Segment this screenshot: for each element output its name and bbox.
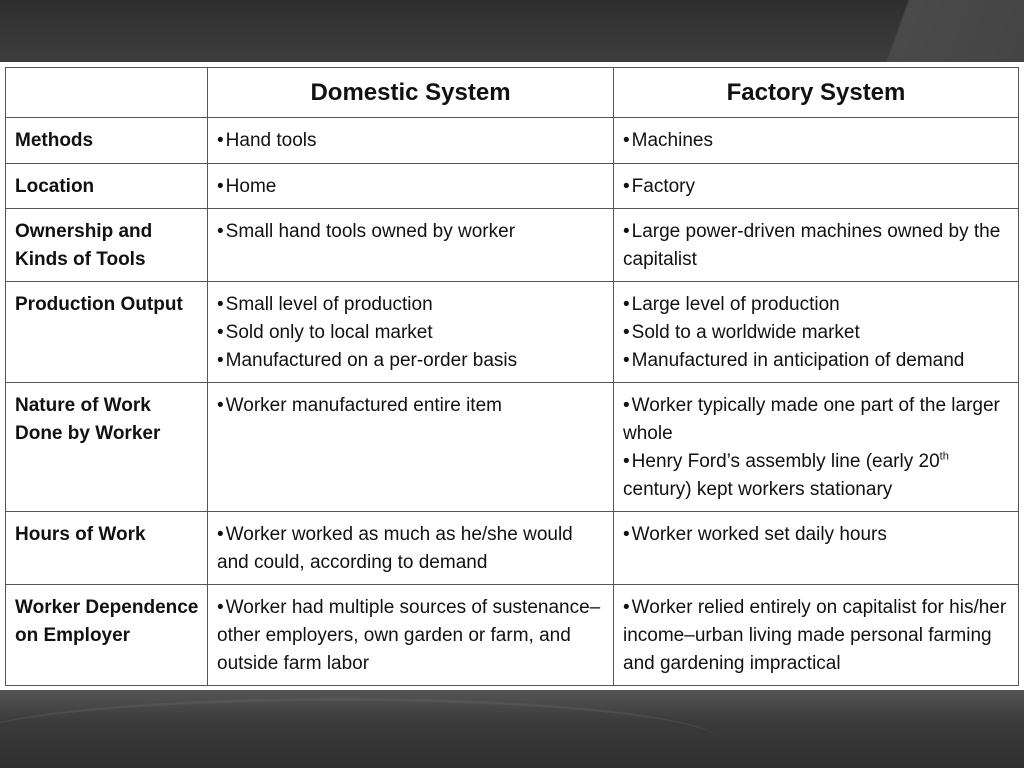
factory-cell xyxy=(614,118,1019,164)
table-row xyxy=(6,209,1019,282)
row-label-ownership: Ownership and Kinds of Tools xyxy=(6,209,208,282)
factory-cell xyxy=(614,512,1019,585)
factory-cell xyxy=(614,585,1019,686)
top-band xyxy=(0,0,1024,62)
table-row xyxy=(6,282,1019,383)
header-row xyxy=(6,68,1019,118)
bullet-item: • Factory xyxy=(623,173,1010,201)
table-row xyxy=(6,512,1019,585)
bullet-item: • Worker manufactured entire item xyxy=(217,392,605,420)
domestic-cell xyxy=(208,585,614,686)
domestic-cell xyxy=(208,512,614,585)
table-row xyxy=(6,118,1019,164)
row-label-worker-dependence: Worker Dependence on Employer xyxy=(6,585,208,686)
factory-cell xyxy=(614,209,1019,282)
bullet-item: • Sold only to local market xyxy=(217,319,605,347)
row-label-methods: Methods xyxy=(6,118,208,164)
top-swoosh-decoration xyxy=(794,0,1024,62)
bullet-item: • Worker worked set daily hours xyxy=(623,521,1010,549)
bullet-item: • Home xyxy=(217,173,605,201)
header-domestic-system: Domestic System xyxy=(208,68,614,118)
ford-text-superscript: th xyxy=(939,450,949,463)
header-factory-system: Factory System xyxy=(614,68,1019,118)
domestic-cell xyxy=(208,164,614,209)
row-label-hours-of-work: Hours of Work xyxy=(6,512,208,585)
row-label-production-output: Production Output xyxy=(6,282,208,383)
table-row xyxy=(6,164,1019,209)
domestic-cell xyxy=(208,209,614,282)
factory-cell xyxy=(614,282,1019,383)
bullet-item: • Worker had multiple sources of sustenance–other employers, own garden or farm, and outside farm labor xyxy=(217,594,605,678)
row-label-location: Location xyxy=(6,164,208,209)
table-row xyxy=(6,383,1019,512)
bullet-item: • Large power-driven machines owned by the capitalist xyxy=(623,218,1010,274)
bullet-item: • Manufactured on a per-order basis xyxy=(217,347,605,375)
bottom-band xyxy=(0,690,1024,768)
domestic-cell xyxy=(208,383,614,512)
bullet-item: • Worker relied entirely on capitalist for his/her income–urban living made personal farming and gardening impractical xyxy=(623,594,1010,678)
row-label-nature-of-work: Nature of Work Done by Worker xyxy=(6,383,208,512)
bottom-curve-decoration xyxy=(0,698,720,741)
ford-text-before: Henry Ford’s assembly line (early 20 xyxy=(631,451,940,472)
bullet-item: • Large level of production xyxy=(623,291,1010,319)
bullet-item: • Machines xyxy=(623,127,1010,155)
table-row xyxy=(6,585,1019,686)
header-corner-cell xyxy=(6,68,208,118)
bullet-item: • Small level of production xyxy=(217,291,605,319)
bullet-item: • Worker typically made one part of the larger whole xyxy=(623,392,1010,448)
factory-cell xyxy=(614,383,1019,512)
domestic-cell xyxy=(208,118,614,164)
bullet-item: • Manufactured in anticipation of demand xyxy=(623,347,1010,375)
bullet-item: • Sold to a worldwide market xyxy=(623,319,1010,347)
bullet-item: • Worker worked as much as he/she would and could, according to demand xyxy=(217,521,605,577)
ford-text-after: century) kept workers stationary xyxy=(623,479,893,500)
domestic-cell xyxy=(208,282,614,383)
factory-cell xyxy=(614,164,1019,209)
comparison-table xyxy=(5,67,1019,686)
bullet-item: • Small hand tools owned by worker xyxy=(217,218,605,246)
bullet-item: • Hand tools xyxy=(217,127,605,155)
bullet-item-ford xyxy=(623,448,1010,504)
